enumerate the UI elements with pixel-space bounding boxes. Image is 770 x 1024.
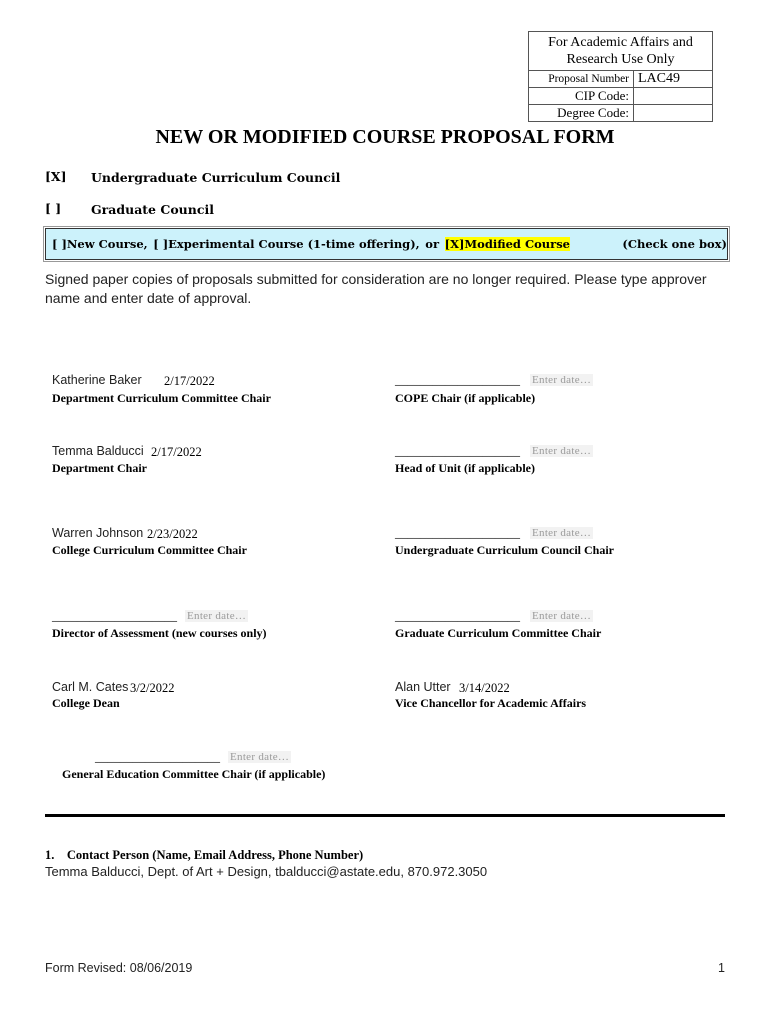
cope-chair-name-line[interactable]: ____________________: [395, 373, 520, 387]
grad-curriculum-chair-title: Graduate Curriculum Committee Chair: [395, 626, 602, 640]
course-type-bar: [45, 228, 728, 260]
contact-person-value[interactable]: Temma Balducci, Dept. of Art + Design, tbalducci@astate.edu, 870.972.3050: [45, 864, 488, 879]
admin-use-table: [528, 31, 713, 122]
or-text: or: [425, 237, 440, 251]
grad-council-checkbox[interactable]: [ ]: [45, 201, 62, 216]
cip-code-label: CIP Code:: [529, 88, 634, 105]
dept-chair-title: Department Chair: [52, 461, 147, 475]
dept-curriculum-chair-date[interactable]: 2/17/2022: [164, 374, 215, 388]
grad-curriculum-chair-date-field[interactable]: Enter date…: [532, 610, 592, 622]
section-divider: [45, 814, 725, 817]
grad-curriculum-chair-name-line[interactable]: ____________________: [395, 609, 520, 623]
dept-curriculum-chair-title: Department Curriculum Committee Chair: [52, 391, 271, 405]
gen-ed-chair-name-line[interactable]: ____________________: [95, 750, 220, 764]
cope-chair-title: COPE Chair (if applicable): [395, 391, 536, 405]
ucc-chair-name-line[interactable]: ____________________: [395, 526, 520, 540]
new-course-option[interactable]: [ ]New Course,: [52, 237, 148, 251]
cip-code-value[interactable]: [634, 88, 713, 105]
college-dean-title: College Dean: [52, 696, 120, 710]
cope-chair-date-field[interactable]: Enter date…: [532, 374, 592, 386]
admin-use-header: For Academic Affairs and Research Use Only: [529, 32, 713, 71]
vice-chancellor-date[interactable]: 3/14/2022: [459, 681, 510, 695]
assessment-director-name-line[interactable]: ____________________: [52, 609, 177, 623]
grad-council-label: Graduate Council: [91, 202, 214, 217]
assessment-director-title: Director of Assessment (new courses only): [52, 626, 267, 640]
degree-code-value[interactable]: [634, 105, 713, 122]
undergrad-council-checkbox[interactable]: [X]: [45, 169, 67, 184]
experimental-course-option[interactable]: [ ]Experimental Course (1-time offering),: [153, 237, 420, 251]
ucc-chair-title: Undergraduate Curriculum Council Chair: [395, 543, 614, 557]
dept-curriculum-chair-name[interactable]: Katherine Baker: [52, 373, 142, 387]
dept-chair-name[interactable]: Temma Balducci: [52, 444, 144, 458]
proposal-number-value[interactable]: LAC49: [634, 71, 713, 88]
degree-code-label: Degree Code:: [529, 105, 634, 122]
college-curriculum-chair-name[interactable]: Warren Johnson: [52, 526, 144, 540]
gen-ed-chair-title: General Education Committee Chair (if applicable): [62, 767, 326, 781]
head-of-unit-title: Head of Unit (if applicable): [395, 461, 535, 475]
college-dean-date[interactable]: 3/2/2022: [130, 681, 175, 695]
approval-note: Signed paper copies of proposals submitted for consideration are no longer required. Please type approver name and enter date of approval.: [45, 271, 707, 306]
college-curriculum-chair-date[interactable]: 2/23/2022: [147, 527, 198, 541]
head-of-unit-name-line[interactable]: ____________________: [395, 444, 520, 458]
check-one-box-instruction: (Check one box): [622, 237, 727, 251]
vice-chancellor-title: Vice Chancellor for Academic Affairs: [395, 696, 587, 710]
assessment-director-date-field[interactable]: Enter date…: [187, 610, 247, 622]
page-number: 1: [718, 961, 725, 975]
vice-chancellor-name[interactable]: Alan Utter: [395, 680, 451, 694]
form-title: NEW OR MODIFIED COURSE PROPOSAL FORM: [155, 126, 615, 148]
dept-chair-date[interactable]: 2/17/2022: [151, 445, 202, 459]
form-revised-date: Form Revised: 08/06/2019: [45, 961, 193, 975]
ucc-chair-date-field[interactable]: Enter date…: [532, 527, 592, 539]
head-of-unit-date-field[interactable]: Enter date…: [532, 445, 592, 457]
college-dean-name[interactable]: Carl M. Cates: [52, 680, 129, 694]
modified-course-option[interactable]: [X]Modified Course: [444, 237, 570, 251]
contact-person-label: 1. Contact Person (Name, Email Address, Phone Number): [45, 848, 364, 862]
college-curriculum-chair-title: College Curriculum Committee Chair: [52, 543, 247, 557]
gen-ed-chair-date-field[interactable]: Enter date…: [230, 751, 290, 763]
proposal-number-label: Proposal Number: [529, 71, 634, 88]
undergrad-council-label: Undergraduate Curriculum Council: [91, 170, 341, 185]
